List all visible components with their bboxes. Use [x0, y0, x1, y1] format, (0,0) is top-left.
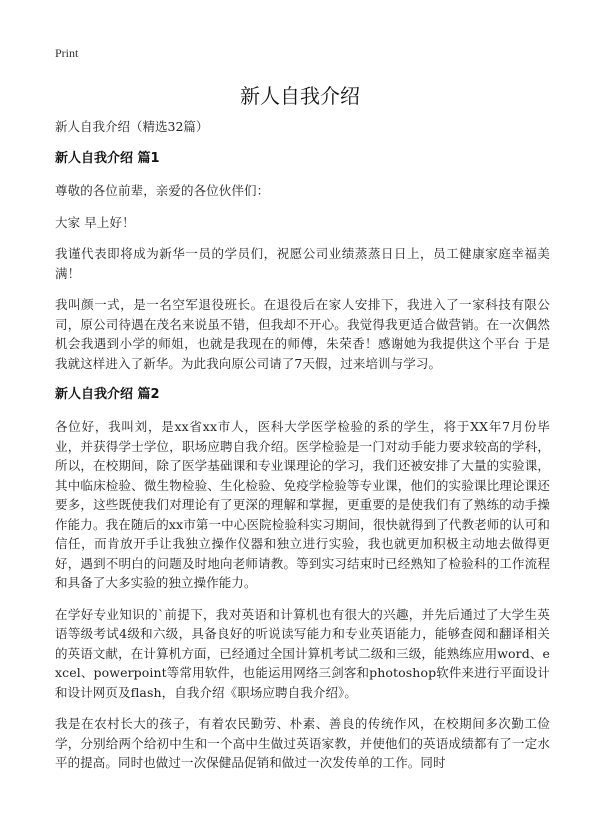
article-subtitle: 新人自我介绍（精选32篇） — [55, 119, 209, 134]
page-title: 新人自我介绍 — [240, 84, 360, 108]
section-heading-2: 新人自我介绍 篇2 — [55, 387, 160, 402]
paragraph: 我叫颜一式，是一名空军退役班长。在退役后在家人安排下，我进入了一家科技有限公司，原公司待遇在茂名来说虽不错，但我却不开心。我觉得我更适合做营销。在一次偶然机会我遇到小学的师姐，也就是我现在的师傅，朱荣香！感谢她为我提供这个平台 于是我就这样进入了新华。为此我向原公司请了7天假，过来培训与学习。 — [55, 297, 550, 371]
article-body — [55, 117, 550, 785]
section-heading-1: 新人自我介绍 篇1 — [55, 151, 160, 166]
paragraph: 在学好专业知识的`前提下，我对英语和计算机也有很大的兴趣，并先后通过了大学生英语等级考试4级和六级，具备良好的听说读写能力和专业英语能力，能够查阅和翻译相关的英语文献，在计算机方面，已经通过全国计算机考试二级和三级，能熟练应用word、excel、powerpoint等常用软件，也能运用网络三剑客和photoshop软件来进行平面设计和设计网页及flash，自我介绍《职场应聘自我介绍》。 — [55, 606, 550, 700]
paragraph: 尊敬的各位前辈，亲爱的各位伙伴们： — [55, 183, 270, 198]
paragraph: 我是在农村长大的孩子，有着农民勤劳、朴素、善良的传统作风，在校期间多次勤工俭学，分别给两个给初中生和一个高中生做过英语家教，并使他们的英语成绩都有了一定水平的提高。同时也做过一次保健品促销和做过一次发传单的工作。同时 — [55, 716, 550, 770]
paragraph: 大家 早上好！ — [55, 214, 135, 230]
paragraph: 我谨代表即将成为新华一员的学员们，祝愿公司业绩蒸蒸日日上，员工健康家庭幸福美满！ — [55, 246, 550, 281]
paragraph: 各位好，我叫刘，是xx省xx市人，医科大学医学检验的系的学生，将于XX年7月份毕业，并获得学士学位，职场应聘自我介绍。医学检验是一门对动手能力要求较高的学科，所以，在校期间，除了医学基础课和专业课理论的学习，我们还被安排了大量的实验课，其中临床检验、微生物检验、生化检验、免疫学检验等专业课，他们的实验课比理论课还要多，这些既使我们对理论有了更深的理解和掌握，更重要的是使我们有了熟练的动手操作能力。我在随后的xx市第一中心医院检验科实习期间，很快就得到了代教老师的认可和信任，而肯放开手让我独立操作仪器和独立进行实验，我也就更加积极主动地去做得更好，遇到不明白的问题及时地向老师请教。等到实习结束时已经熟知了检验科的工作流程和具备了大多实验的独立操作能力。 — [55, 419, 550, 590]
print-link[interactable]: Print — [55, 46, 79, 60]
